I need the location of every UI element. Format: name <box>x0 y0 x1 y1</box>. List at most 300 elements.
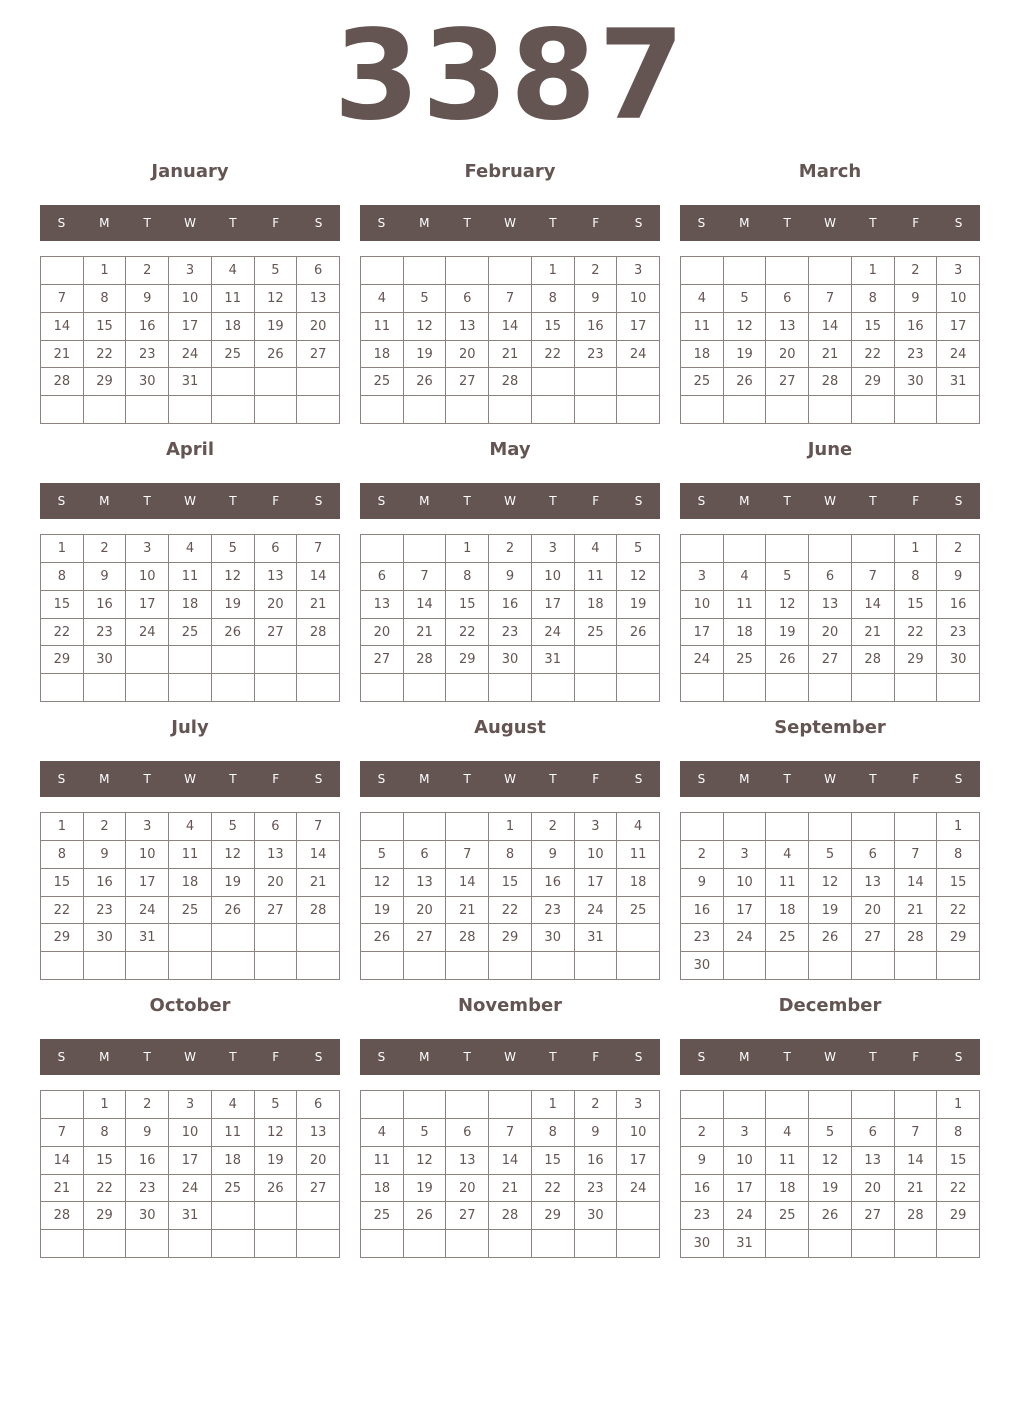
weekday-label: S <box>634 772 643 786</box>
day-cell: 19 <box>255 313 298 341</box>
day-cell <box>212 674 255 702</box>
day-cell: 10 <box>575 841 618 869</box>
day-cell <box>617 1202 660 1230</box>
day-cell: 22 <box>84 1175 127 1203</box>
day-cell: 3 <box>169 257 212 285</box>
day-cell <box>446 1230 489 1258</box>
weekday-label: M <box>419 216 430 230</box>
day-cell: 19 <box>809 897 852 925</box>
day-cell <box>255 646 298 674</box>
day-cell: 4 <box>766 1119 809 1147</box>
day-cell: 2 <box>126 257 169 285</box>
weekday-label: S <box>697 1050 706 1064</box>
day-cell: 23 <box>126 341 169 369</box>
day-cell: 27 <box>446 368 489 396</box>
day-cell <box>41 1230 84 1258</box>
day-cell: 15 <box>937 869 980 897</box>
day-cell <box>895 396 938 424</box>
day-cell <box>895 813 938 841</box>
weekday-label: T <box>463 494 471 508</box>
weekday-label: S <box>697 494 706 508</box>
day-cell: 24 <box>681 646 724 674</box>
day-cell <box>404 674 447 702</box>
day-cell <box>169 924 212 952</box>
day-cell <box>255 1202 298 1230</box>
day-cell: 10 <box>724 1147 767 1175</box>
weekday-label: W <box>184 1050 196 1064</box>
day-cell: 15 <box>895 591 938 619</box>
day-cell: 20 <box>404 897 447 925</box>
day-cell: 1 <box>532 1091 575 1119</box>
year-title: 3387 <box>333 4 687 148</box>
day-cell: 6 <box>446 1119 489 1147</box>
day-cell: 28 <box>895 924 938 952</box>
month-name: March <box>798 161 862 182</box>
day-cell <box>126 1230 169 1258</box>
day-cell: 17 <box>681 619 724 647</box>
weekday-label: T <box>143 772 151 786</box>
day-cell: 27 <box>297 341 340 369</box>
day-cell: 11 <box>212 1119 255 1147</box>
weekday-label: W <box>184 772 196 786</box>
day-cell: 9 <box>84 563 127 591</box>
weekday-label: S <box>57 216 66 230</box>
weekday-label: T <box>463 1050 471 1064</box>
day-cell: 8 <box>41 563 84 591</box>
day-cell <box>766 813 809 841</box>
day-cell <box>297 1202 340 1230</box>
month-name: May <box>489 439 531 460</box>
day-cell: 6 <box>809 563 852 591</box>
day-cell <box>532 674 575 702</box>
day-cell: 23 <box>84 897 127 925</box>
day-cell: 25 <box>169 897 212 925</box>
day-cell: 16 <box>126 313 169 341</box>
day-cell: 6 <box>255 813 298 841</box>
day-cell <box>575 1230 618 1258</box>
weekday-label: W <box>184 494 196 508</box>
day-cell <box>852 535 895 563</box>
day-cell <box>404 257 447 285</box>
day-cell <box>766 1230 809 1258</box>
day-cell: 29 <box>489 924 532 952</box>
day-cell: 6 <box>297 1091 340 1119</box>
day-cell: 25 <box>617 897 660 925</box>
day-cell <box>724 257 767 285</box>
day-cell <box>809 674 852 702</box>
day-cell: 20 <box>255 591 298 619</box>
day-cell: 25 <box>212 1175 255 1203</box>
day-cell: 7 <box>297 813 340 841</box>
day-cell <box>404 952 447 980</box>
day-cell <box>681 535 724 563</box>
day-cell: 3 <box>617 257 660 285</box>
day-cell: 9 <box>84 841 127 869</box>
day-cell: 6 <box>852 1119 895 1147</box>
day-cell: 23 <box>532 897 575 925</box>
day-cell: 26 <box>766 646 809 674</box>
day-cell: 22 <box>41 897 84 925</box>
day-cell: 25 <box>212 341 255 369</box>
day-cell: 17 <box>126 869 169 897</box>
weekday-label: T <box>783 494 791 508</box>
weekday-header <box>40 1039 340 1075</box>
weekday-label: T <box>869 216 877 230</box>
day-cell <box>766 535 809 563</box>
day-cell: 22 <box>489 897 532 925</box>
day-cell: 17 <box>169 313 212 341</box>
day-cell: 27 <box>361 646 404 674</box>
weekday-label: S <box>634 494 643 508</box>
day-cell: 27 <box>297 1175 340 1203</box>
day-cell <box>361 674 404 702</box>
day-cell: 19 <box>361 897 404 925</box>
day-cell: 8 <box>446 563 489 591</box>
day-cell: 2 <box>126 1091 169 1119</box>
day-cell: 5 <box>255 257 298 285</box>
day-cell <box>361 1230 404 1258</box>
day-cell: 20 <box>446 1175 489 1203</box>
day-cell: 10 <box>937 285 980 313</box>
day-cell: 4 <box>575 535 618 563</box>
day-cell <box>361 813 404 841</box>
day-cell <box>126 646 169 674</box>
day-cell: 27 <box>852 1202 895 1230</box>
day-cell: 11 <box>212 285 255 313</box>
day-cell: 5 <box>617 535 660 563</box>
day-cell: 29 <box>84 1202 127 1230</box>
day-cell: 22 <box>937 897 980 925</box>
day-cell: 30 <box>681 1230 724 1258</box>
weekday-label: F <box>912 494 920 508</box>
day-cell: 10 <box>169 285 212 313</box>
day-cell <box>895 674 938 702</box>
day-cell: 22 <box>532 341 575 369</box>
weekday-label: S <box>314 1050 323 1064</box>
weekday-label: F <box>272 494 280 508</box>
day-cell <box>575 952 618 980</box>
day-cell <box>724 674 767 702</box>
day-cell: 14 <box>489 1147 532 1175</box>
day-cell: 15 <box>41 591 84 619</box>
day-cell <box>255 1230 298 1258</box>
day-cell <box>446 396 489 424</box>
weekday-label: T <box>229 772 237 786</box>
month-name: October <box>149 995 231 1016</box>
day-cell: 3 <box>575 813 618 841</box>
day-cell: 15 <box>84 1147 127 1175</box>
day-cell: 11 <box>575 563 618 591</box>
day-cell: 24 <box>532 619 575 647</box>
day-cell: 14 <box>809 313 852 341</box>
day-cell <box>404 1091 447 1119</box>
day-cell: 24 <box>169 341 212 369</box>
day-cell: 20 <box>852 897 895 925</box>
weekday-label: F <box>592 1050 600 1064</box>
day-cell: 11 <box>361 1147 404 1175</box>
day-cell: 25 <box>724 646 767 674</box>
day-cell: 3 <box>126 535 169 563</box>
day-grid <box>680 812 980 980</box>
weekday-label: T <box>229 1050 237 1064</box>
weekday-label: M <box>739 494 750 508</box>
day-cell: 27 <box>852 924 895 952</box>
day-cell <box>489 257 532 285</box>
day-cell: 30 <box>532 924 575 952</box>
weekday-label: S <box>314 494 323 508</box>
day-cell: 17 <box>724 1175 767 1203</box>
day-cell: 9 <box>126 1119 169 1147</box>
day-cell: 23 <box>575 341 618 369</box>
day-cell: 17 <box>575 869 618 897</box>
weekday-label: F <box>592 772 600 786</box>
day-cell: 21 <box>809 341 852 369</box>
day-cell <box>41 396 84 424</box>
day-cell: 2 <box>489 535 532 563</box>
day-cell: 5 <box>809 841 852 869</box>
weekday-label: F <box>272 1050 280 1064</box>
day-cell <box>617 674 660 702</box>
day-cell: 18 <box>169 869 212 897</box>
weekday-label: T <box>869 494 877 508</box>
day-cell <box>681 396 724 424</box>
day-grid <box>680 534 980 702</box>
weekday-header <box>680 761 980 797</box>
day-cell: 25 <box>766 1202 809 1230</box>
day-cell: 15 <box>852 313 895 341</box>
day-cell: 4 <box>681 285 724 313</box>
day-cell <box>809 257 852 285</box>
day-cell: 11 <box>617 841 660 869</box>
weekday-header <box>680 1039 980 1075</box>
day-cell: 6 <box>255 535 298 563</box>
day-cell: 2 <box>681 1119 724 1147</box>
day-cell <box>41 1091 84 1119</box>
day-cell <box>724 813 767 841</box>
day-grid <box>40 534 340 702</box>
day-cell <box>681 1091 724 1119</box>
day-cell: 8 <box>895 563 938 591</box>
weekday-label: F <box>592 216 600 230</box>
day-cell <box>297 368 340 396</box>
day-cell: 19 <box>255 1147 298 1175</box>
day-cell <box>446 674 489 702</box>
day-cell: 5 <box>766 563 809 591</box>
day-cell <box>617 368 660 396</box>
day-cell: 11 <box>681 313 724 341</box>
day-cell: 24 <box>126 897 169 925</box>
day-cell: 4 <box>212 1091 255 1119</box>
day-cell <box>852 396 895 424</box>
day-grid <box>360 256 660 424</box>
day-cell <box>446 257 489 285</box>
day-cell: 28 <box>852 646 895 674</box>
day-cell: 24 <box>617 1175 660 1203</box>
day-cell: 12 <box>361 869 404 897</box>
weekday-label: F <box>912 772 920 786</box>
day-cell: 21 <box>41 341 84 369</box>
day-cell: 7 <box>809 285 852 313</box>
day-cell <box>404 813 447 841</box>
day-cell: 18 <box>169 591 212 619</box>
day-cell: 29 <box>532 1202 575 1230</box>
day-grid <box>360 534 660 702</box>
day-cell: 1 <box>937 1091 980 1119</box>
day-cell: 30 <box>895 368 938 396</box>
day-cell <box>809 535 852 563</box>
weekday-label: S <box>314 216 323 230</box>
day-cell: 8 <box>84 285 127 313</box>
day-cell: 4 <box>361 1119 404 1147</box>
day-cell: 2 <box>937 535 980 563</box>
day-cell <box>297 674 340 702</box>
day-cell: 30 <box>489 646 532 674</box>
day-cell: 12 <box>617 563 660 591</box>
day-cell <box>575 368 618 396</box>
day-cell: 29 <box>937 924 980 952</box>
day-cell <box>169 952 212 980</box>
weekday-label: S <box>954 1050 963 1064</box>
day-cell: 20 <box>361 619 404 647</box>
weekday-label: W <box>504 1050 516 1064</box>
day-cell: 23 <box>937 619 980 647</box>
day-cell: 29 <box>41 924 84 952</box>
day-cell <box>681 257 724 285</box>
day-cell: 12 <box>212 563 255 591</box>
day-grid <box>680 256 980 424</box>
day-cell <box>84 674 127 702</box>
day-cell: 18 <box>212 313 255 341</box>
day-cell: 11 <box>169 841 212 869</box>
day-cell: 16 <box>575 1147 618 1175</box>
day-cell: 10 <box>617 1119 660 1147</box>
weekday-header <box>360 761 660 797</box>
day-cell: 9 <box>575 285 618 313</box>
day-cell <box>297 952 340 980</box>
day-cell <box>212 1202 255 1230</box>
day-grid <box>680 1090 980 1258</box>
day-cell <box>212 952 255 980</box>
day-cell: 6 <box>404 841 447 869</box>
day-cell: 8 <box>84 1119 127 1147</box>
weekday-header <box>40 761 340 797</box>
day-cell: 8 <box>937 841 980 869</box>
day-cell: 22 <box>446 619 489 647</box>
day-cell: 31 <box>937 368 980 396</box>
day-cell: 22 <box>937 1175 980 1203</box>
weekday-label: M <box>739 216 750 230</box>
weekday-label: T <box>463 772 471 786</box>
day-cell: 6 <box>361 563 404 591</box>
day-cell <box>126 674 169 702</box>
weekday-label: T <box>783 1050 791 1064</box>
day-cell <box>169 396 212 424</box>
day-cell: 2 <box>575 257 618 285</box>
day-cell: 16 <box>681 1175 724 1203</box>
day-cell: 21 <box>404 619 447 647</box>
day-cell: 13 <box>361 591 404 619</box>
weekday-label: T <box>783 216 791 230</box>
weekday-label: W <box>824 494 836 508</box>
day-cell: 1 <box>937 813 980 841</box>
weekday-label: T <box>229 494 237 508</box>
day-cell: 12 <box>255 285 298 313</box>
day-cell: 17 <box>532 591 575 619</box>
day-cell: 4 <box>169 813 212 841</box>
weekday-label: W <box>824 772 836 786</box>
day-cell: 28 <box>489 368 532 396</box>
day-cell: 16 <box>937 591 980 619</box>
day-cell <box>41 674 84 702</box>
day-cell: 14 <box>404 591 447 619</box>
weekday-label: F <box>272 772 280 786</box>
day-cell: 14 <box>446 869 489 897</box>
day-cell <box>361 1091 404 1119</box>
day-cell: 28 <box>895 1202 938 1230</box>
day-cell: 20 <box>809 619 852 647</box>
day-cell <box>404 535 447 563</box>
day-cell: 30 <box>126 368 169 396</box>
day-cell: 18 <box>212 1147 255 1175</box>
day-cell <box>532 952 575 980</box>
day-cell <box>212 924 255 952</box>
day-cell: 18 <box>724 619 767 647</box>
day-cell: 27 <box>809 646 852 674</box>
day-cell: 30 <box>937 646 980 674</box>
weekday-header <box>40 483 340 519</box>
day-cell: 25 <box>361 1202 404 1230</box>
day-cell <box>681 813 724 841</box>
day-cell: 27 <box>255 897 298 925</box>
day-cell: 13 <box>446 1147 489 1175</box>
day-cell <box>489 952 532 980</box>
day-cell: 26 <box>809 1202 852 1230</box>
day-cell: 13 <box>255 841 298 869</box>
day-cell: 2 <box>84 813 127 841</box>
day-cell: 14 <box>895 1147 938 1175</box>
day-cell: 9 <box>489 563 532 591</box>
weekday-header <box>40 205 340 241</box>
day-cell: 7 <box>895 1119 938 1147</box>
weekday-header <box>360 205 660 241</box>
day-cell: 3 <box>724 841 767 869</box>
day-cell: 20 <box>766 341 809 369</box>
day-cell <box>724 396 767 424</box>
weekday-label: M <box>99 1050 110 1064</box>
day-cell <box>766 674 809 702</box>
day-cell: 5 <box>212 535 255 563</box>
weekday-label: T <box>549 494 557 508</box>
day-cell: 19 <box>404 1175 447 1203</box>
day-cell: 10 <box>126 563 169 591</box>
day-cell: 29 <box>852 368 895 396</box>
day-cell <box>255 952 298 980</box>
day-cell <box>895 1230 938 1258</box>
day-cell: 28 <box>297 619 340 647</box>
day-cell: 13 <box>297 285 340 313</box>
day-cell: 2 <box>532 813 575 841</box>
day-cell: 13 <box>766 313 809 341</box>
day-cell: 31 <box>126 924 169 952</box>
day-cell: 29 <box>446 646 489 674</box>
day-cell: 4 <box>361 285 404 313</box>
day-cell: 13 <box>809 591 852 619</box>
day-cell: 1 <box>852 257 895 285</box>
day-cell: 1 <box>532 257 575 285</box>
day-cell: 26 <box>361 924 404 952</box>
day-cell <box>489 396 532 424</box>
day-cell: 15 <box>937 1147 980 1175</box>
